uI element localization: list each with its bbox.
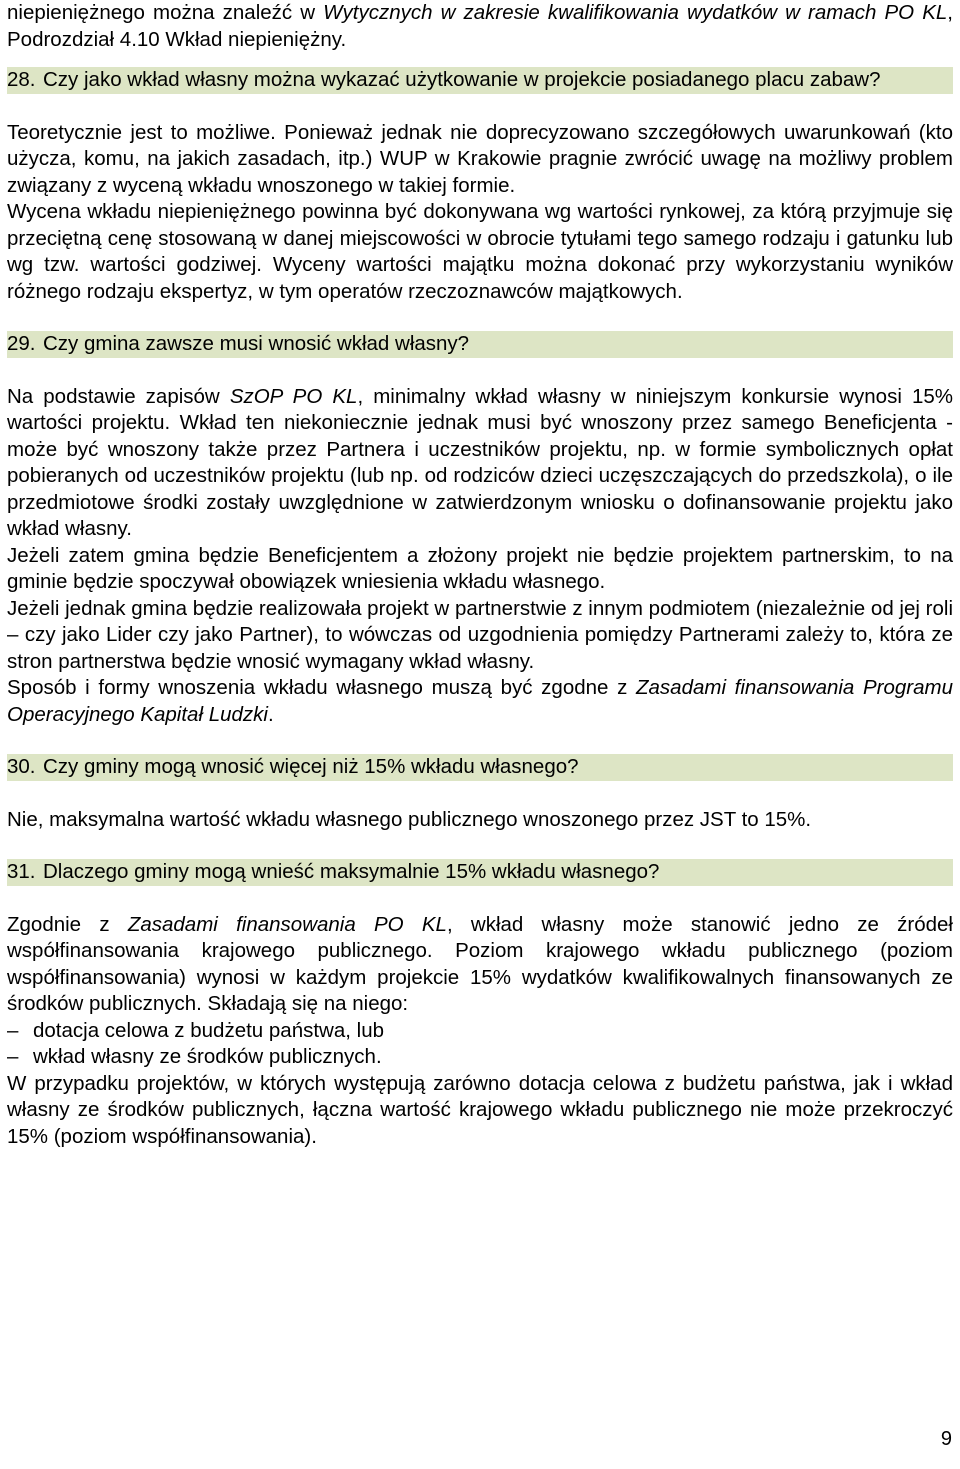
question-text: Czy gmina zawsze musi wnosić wkład własny? [43,332,470,355]
answer-31-paragraph-1 [7,912,953,1018]
answer-30-paragraph-1: Nie, maksymalna wartość wkładu własnego publicznego wnoszonego przez JST to 15%. [7,807,812,831]
question-30-heading [7,754,953,781]
answer-28-paragraph-2: Wycena wkładu niepieniężnego powinna być dokonywana wg wartości rynkowej, za którą przyjmuje się przeciętną cenę stosowaną w danej miejscowości w obrocie tytułami tego samego rodzaju i gatunku lub wg tzw. wartości godziwej. Wyceny wartości majątku można dokonać przy wykorzystaniu wyników różnego rodzaju ekspertyz, w tym operatów rzeczoznawców majątkowych. [7,200,953,303]
intro-text-pre: niepieniężnego można znaleźć w [7,1,324,24]
answer-29-paragraph-2: Jeżeli zatem gmina będzie Beneficjentem a złożony projekt nie będzie projektem partnerskim, to na gminie będzie spoczywał obowiązek wniesienia wkładu własnego. [7,543,953,593]
document-page [7,0,953,1150]
text-pre: Zgodnie z [7,912,128,936]
question-text: Czy jako wkład własny można wykazać użytkowanie w projekcie posiadanego placu zabaw? [43,68,881,91]
question-number: 28. [7,68,36,91]
page-number: 9 [940,1428,952,1450]
question-31-heading [7,859,953,886]
question-28-heading [7,67,953,94]
text-post: , wkład własny może stanowić jedno ze źródeł współfinansowania krajowego publicznego. Poziom krajowego wkładu publicznego (poziom współfinansowania) wynosi w każdym projekcie 15% wydatków kwalifikowalnych finansowanych ze środków publicznych. Składają się na niego: [7,912,953,1015]
question-number: 31. [7,860,36,883]
list-item-text: wkład własny ze środków publicznych. [33,1045,382,1068]
dash-bullet: – [7,1018,19,1042]
text-italic: Zasadami finansowania Programu Operacyjnego Kapitał Ludzki [7,676,953,726]
answer-29-paragraph-4 [7,675,953,728]
question-text: Dlaczego gminy mogą wnieść maksymalnie 15% wkładu własnego? [43,860,660,883]
list-item [7,1044,953,1071]
answer-29-paragraph-1 [7,384,953,543]
text-italic: Zasadami finansowania PO KL [127,912,447,936]
question-number: 30. [7,755,36,778]
text-pre: Sposób i formy wnoszenia wkładu własnego muszą być zgodne z [7,676,636,699]
question-text: Czy gminy mogą wnosić więcej niż 15% wkładu własnego? [43,755,579,778]
list-item-text: dotacja celowa z budżetu państwa, lub [33,1018,385,1042]
answer-29-paragraph-3: Jeżeli jednak gmina będzie realizowała projekt w partnerstwie z innym podmiotem (niezależnie od jej roli – czy jako Lider czy jako Partner), to wówczas od uzgodnienia pomiędzy Partnerami zależy to, która ze stron partnerstwa będzie wnosić wymagany wkład własny. [7,596,953,673]
question-29-heading [7,331,953,358]
dash-bullet: – [7,1045,19,1068]
intro-paragraph [7,0,953,53]
question-number: 29. [7,332,36,355]
intro-text-italic: Wytycznych w zakresie kwalifikowania wydatków w ramach PO KL [323,1,948,24]
text-post: . [267,702,274,726]
text-pre: Na podstawie zapisów [7,384,230,408]
list-item [7,1018,953,1045]
text-italic: SzOP PO KL [229,384,358,408]
answer-31-paragraph-2: W przypadku projektów, w których występują zarówno dotacja celowa z budżetu państwa, jak i wkład własny ze środków publicznych, łączna wartość krajowego wkładu publicznego nie może przekroczyć 15% (poziom współfinansowania). [7,1071,953,1148]
text-post: , minimalny wkład własny w niniejszym konkursie wynosi 15% wartości projektu. Wkład ten niekoniecznie jednak musi być wnoszony przez samego Beneficjenta - może być wnoszony także przez Partnera i uczestników projektu, np. w formie symbolicznych opłat pobieranych od uczestników projektu (lub np. od rodziców dzieci uczęszczających do przedszkola), o ile przedmiotowe środki zostały uwzględnione w zatwierdzonym wniosku o dofinansowanie projektu jako wkład własny. [7,384,953,540]
intro-text-post: , Podrozdział 4.10 Wkład niepieniężny. [7,1,953,51]
answer-28-paragraph-1: Teoretycznie jest to możliwe. Ponieważ jednak nie doprecyzowano szczegółowych uwarunkowań (kto użycza, komu, na jakich zasadach, itp.) WUP w Krakowie pragnie zwrócić uwagę na możliwy problem związany z wyceną wkładu wnoszonego w takiej formie. [7,120,953,197]
